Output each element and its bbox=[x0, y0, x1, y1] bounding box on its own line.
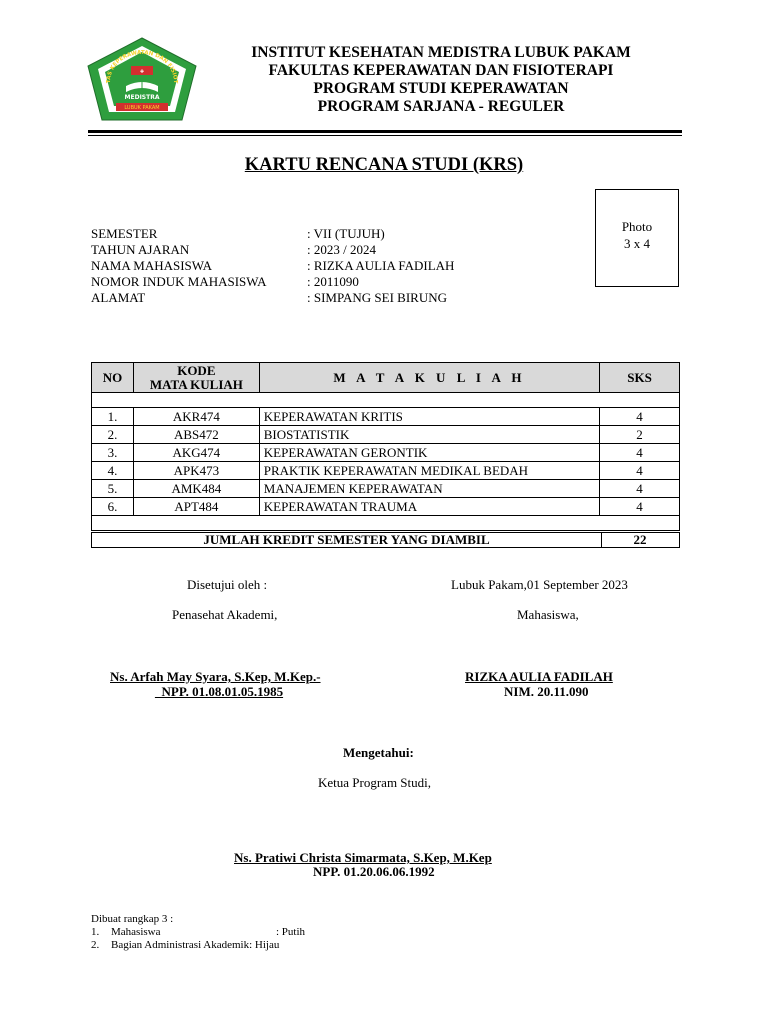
row-kode: APT484 bbox=[133, 498, 259, 516]
spacer-row bbox=[92, 516, 680, 531]
info-value: : 2023 / 2024 bbox=[307, 242, 376, 257]
info-value: : 2011090 bbox=[307, 274, 359, 289]
table-row bbox=[92, 462, 680, 480]
photo-placeholder bbox=[595, 189, 679, 287]
faculty-logo bbox=[86, 36, 198, 122]
row-mk: KEPERAWATAN KRITIS bbox=[259, 408, 599, 426]
row-mk: PRAKTIK KEPERAWATAN MEDIKAL BEDAH bbox=[259, 462, 599, 480]
student-role: Mahasiswa, bbox=[517, 607, 579, 622]
row-kode: APK473 bbox=[133, 462, 259, 480]
row-no: 6. bbox=[92, 498, 134, 516]
approved-by-label: Disetujui oleh : bbox=[187, 577, 268, 592]
course-table bbox=[91, 362, 680, 531]
table-row bbox=[92, 426, 680, 444]
total-credits-row bbox=[91, 532, 680, 548]
row-no: 4. bbox=[92, 462, 134, 480]
row-no: 1. bbox=[92, 408, 134, 426]
row-kode: AKR474 bbox=[133, 408, 259, 426]
header-line: PROGRAM SARJANA - REGULER bbox=[317, 98, 565, 115]
copies-item bbox=[91, 939, 305, 952]
row-mk: KEPERAWATAN GERONTIK bbox=[259, 444, 599, 462]
row-no: 5. bbox=[92, 480, 134, 498]
header-line: INSTITUT KESEHATAN MEDISTRA LUBUK PAKAM bbox=[251, 44, 631, 61]
row-kode: AKG474 bbox=[133, 444, 259, 462]
info-row bbox=[91, 290, 454, 306]
institution-header bbox=[200, 44, 682, 116]
row-sks: 4 bbox=[600, 408, 680, 426]
table-row bbox=[92, 480, 680, 498]
place-date: Lubuk Pakam,01 September 2023 bbox=[451, 577, 628, 592]
row-sks: 4 bbox=[600, 480, 680, 498]
info-row bbox=[91, 242, 454, 258]
student-id: NIM. 20.11.090 bbox=[504, 684, 589, 699]
spacer-row bbox=[92, 393, 680, 408]
header-kode bbox=[133, 363, 259, 393]
table-row bbox=[92, 444, 680, 462]
info-row bbox=[91, 258, 454, 274]
info-value: : SIMPANG SEI BIRUNG bbox=[307, 290, 448, 305]
photo-label: Photo bbox=[621, 219, 653, 234]
info-row bbox=[91, 226, 454, 242]
copies-item-no: 1. bbox=[91, 926, 100, 938]
copies-note bbox=[91, 913, 305, 952]
head-role: Ketua Program Studi, bbox=[318, 775, 432, 790]
advisor-id: _NPP. 01.08.01.05.1985 bbox=[155, 684, 284, 699]
copies-item-no: 2. bbox=[91, 939, 100, 951]
document-title: KARTU RENCANA STUDI (KRS) bbox=[244, 155, 524, 175]
copies-item bbox=[91, 926, 305, 939]
info-label: NAMA MAHASISWA bbox=[91, 258, 212, 273]
copies-intro: Dibuat rangkap 3 : bbox=[91, 913, 174, 925]
table-header-row bbox=[92, 363, 680, 393]
info-row bbox=[91, 274, 454, 290]
header-divider-thin bbox=[88, 135, 682, 136]
info-label: NOMOR INDUK MAHASISWA bbox=[91, 274, 267, 289]
student-name: RIZKA AULIA FADILAH bbox=[465, 669, 613, 684]
row-sks: 2 bbox=[600, 426, 680, 444]
svg-text:MEDISTRA: MEDISTRA bbox=[124, 94, 160, 101]
copies-item-label: Bagian Administrasi Akademik bbox=[111, 939, 250, 951]
table-row bbox=[92, 498, 680, 516]
header-line: FAKULTAS KEPERAWATAN DAN FISIOTERAPI bbox=[268, 62, 614, 79]
advisor-role: Penasehat Akademi, bbox=[172, 607, 278, 622]
head-name: Ns. Pratiwi Christa Simarmata, S.Kep, M.Kep bbox=[234, 850, 492, 865]
row-no: 2. bbox=[92, 426, 134, 444]
info-value: : VII (TUJUH) bbox=[307, 226, 385, 241]
info-value: : RIZKA AULIA FADILAH bbox=[307, 258, 455, 273]
row-sks: 4 bbox=[600, 462, 680, 480]
row-kode: AMK484 bbox=[133, 480, 259, 498]
header-divider bbox=[88, 130, 682, 133]
head-id: NPP. 01.20.06.06.1992 bbox=[313, 864, 435, 879]
row-mk: MANAJEMEN KEPERAWATAN bbox=[259, 480, 599, 498]
row-sks: 4 bbox=[600, 444, 680, 462]
total-credits-label: JUMLAH KREDIT SEMESTER YANG DIAMBIL bbox=[92, 533, 602, 547]
header-kode-line2: MATA KULIAH bbox=[149, 376, 243, 392]
copies-item-value: : Putih bbox=[276, 926, 306, 938]
acknowledged-label: Mengetahui: bbox=[343, 745, 414, 760]
header-line: PROGRAM STUDI KEPERAWATAN bbox=[313, 80, 569, 97]
svg-text:✚: ✚ bbox=[139, 69, 145, 75]
copies-item-value: : Hijau bbox=[249, 939, 280, 951]
row-mk: KEPERAWATAN TRAUMA bbox=[259, 498, 599, 516]
info-label: SEMESTER bbox=[91, 226, 158, 241]
header-mata-kuliah: M A T A K U L I A H bbox=[259, 363, 599, 393]
header-kode-line1: KODE bbox=[177, 362, 216, 378]
student-info bbox=[91, 226, 454, 306]
copies-item-label: Mahasiswa bbox=[111, 926, 161, 938]
row-no: 3. bbox=[92, 444, 134, 462]
row-sks: 4 bbox=[600, 498, 680, 516]
header-no: NO bbox=[92, 363, 134, 393]
row-kode: ABS472 bbox=[133, 426, 259, 444]
info-label: TAHUN AJARAN bbox=[91, 242, 190, 257]
table-row bbox=[92, 408, 680, 426]
header-sks: SKS bbox=[600, 363, 680, 393]
svg-text:FAKULTAS KEPERAWATAN DAN FISIO: TAS KEPERAWATAN DAN FISIOT bbox=[105, 49, 179, 84]
photo-size: 3 x 4 bbox=[624, 236, 650, 251]
row-mk: BIOSTATISTIK bbox=[259, 426, 599, 444]
info-label: ALAMAT bbox=[91, 290, 146, 305]
advisor-name: Ns. Arfah May Syara, S.Kep, M.Kep.- bbox=[110, 669, 321, 684]
svg-text:LUBUK PAKAM: LUBUK PAKAM bbox=[124, 105, 160, 111]
total-credits-value: 22 bbox=[633, 532, 647, 547]
